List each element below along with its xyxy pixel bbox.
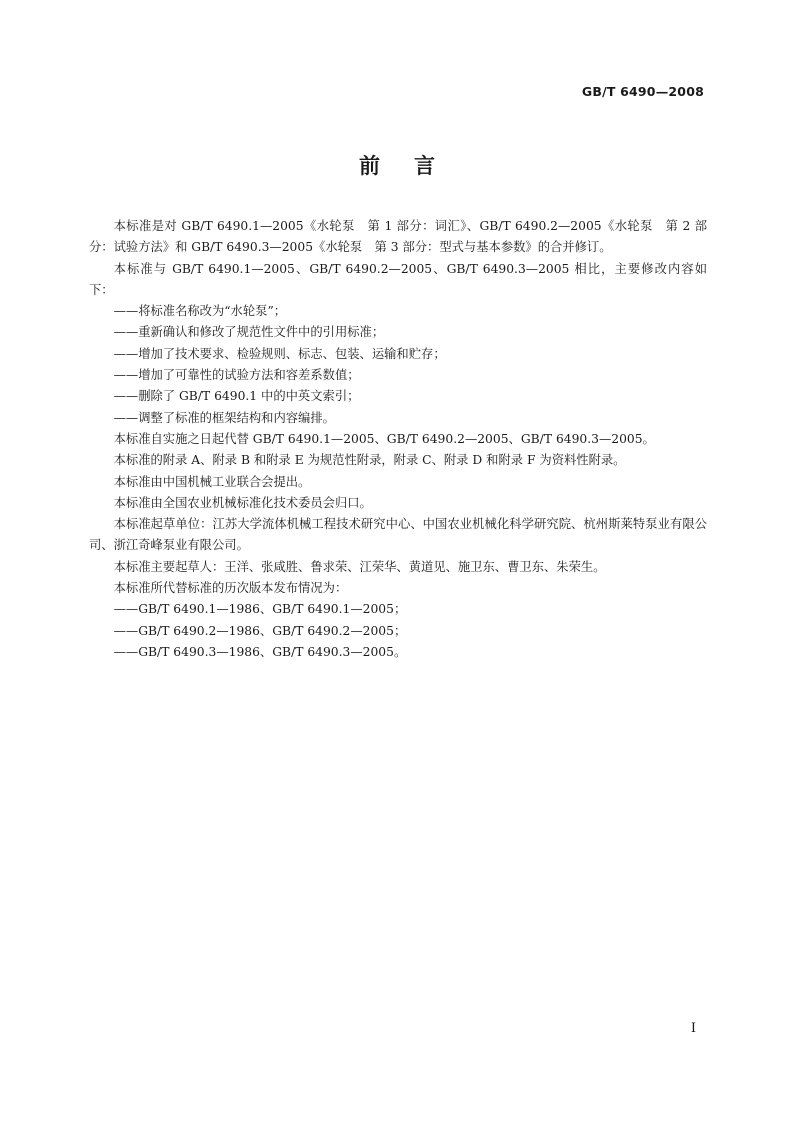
paragraph-replaces: 本标准自实施之日起代替 GB/T 6490.1—2005、GB/T 6490.2—2005、GB/T 6490.3—2005。: [113, 431, 655, 446]
paragraph-changes-summary: 本标准与 GB/T 6490.1—2005、GB/T 6490.2—2005、GB/T 6490.3—2005 相比，主要修改内容如下：: [89, 261, 707, 297]
paragraph-drafters: 本标准主要起草人：王洋、张咸胜、鲁求荣、江荣华、黄道见、施卫东、曹卫东、朱荣生。: [113, 559, 606, 574]
page-number: I: [690, 1021, 696, 1036]
paragraph-intro: 本标准是对 GB/T 6490.1—2005《水轮泵 第 1 部分：词汇》、GB/T 6490.2—2005《水轮泵 第 2 部分：试验方法》和 GB/T 6490.3—2005《水轮泵 第 3 部分：型式与基本参数》的合并修订。: [89, 219, 707, 255]
paragraph-drafting-units: 本标准起草单位：江苏大学流体机械工程技术研究中心、中国农业机械化科学研究院、杭州斯莱特泵业有限公司、浙江奇峰泵业有限公司。: [89, 517, 707, 553]
list-item: ——删除了 GB/T 6490.1 中的中英文索引；: [113, 389, 360, 404]
paragraph-annexes: 本标准的附录 A、附录 B 和附录 E 为规范性附录，附录 C、附录 D 和附录 F 为资料性附录。: [113, 453, 626, 468]
paragraph-history: 本标准所代替标准的历次版本发布情况为：: [113, 581, 348, 596]
paragraph-proposed-by: 本标准由中国机械工业联合会提出。: [113, 474, 311, 489]
page-title: 前言: [359, 154, 469, 178]
list-item: ——增加了可靠性的试验方法和容差系数值；: [113, 368, 360, 383]
list-item: ——GB/T 6490.2—1986、GB/T 6490.2—2005；: [113, 623, 407, 638]
list-item: ——将标准名称改为“水轮泵”；: [113, 304, 287, 319]
list-item: ——GB/T 6490.3—1986、GB/T 6490.3—2005。: [113, 644, 407, 659]
foreword-content: [89, 216, 707, 663]
list-item: ——GB/T 6490.1—1986、GB/T 6490.1—2005；: [113, 602, 407, 617]
list-item: ——调整了标准的框架结构和内容编排。: [113, 410, 335, 425]
standard-number: GB/T 6490—2008: [581, 84, 704, 99]
paragraph-managed-by: 本标准由全国农业机械标准化技术委员会归口。: [113, 495, 372, 510]
list-item: ——增加了技术要求、检验规则、标志、包装、运输和贮存；: [113, 346, 446, 361]
list-item: ——重新确认和修改了规范性文件中的引用标准；: [113, 325, 385, 340]
